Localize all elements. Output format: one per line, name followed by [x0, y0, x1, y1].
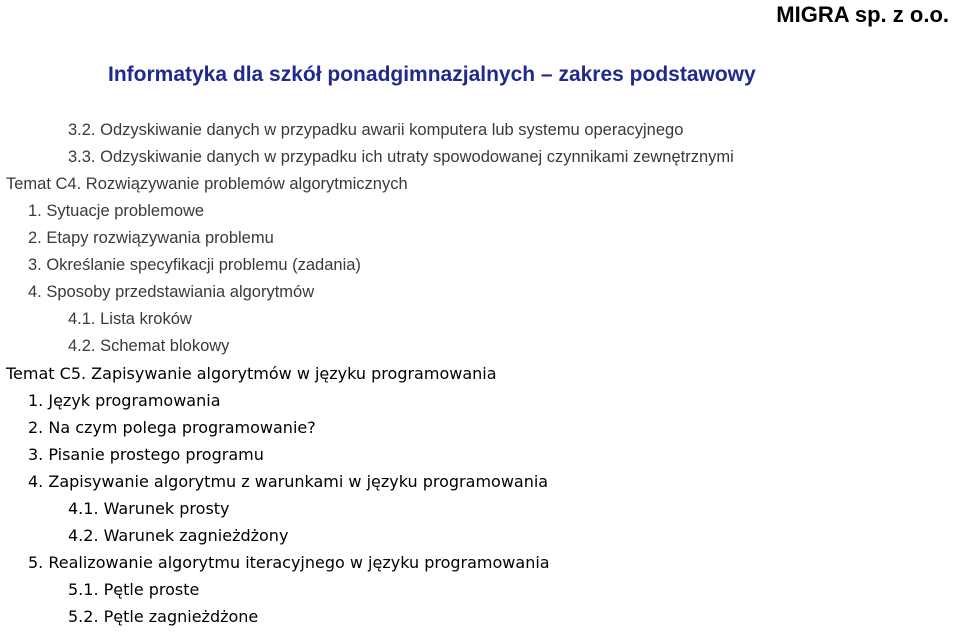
toc-item-c5-5-1: 5.1. Pętle proste	[68, 580, 200, 599]
toc-item-c5-5-2: 5.2. Pętle zagnieżdżone	[68, 607, 259, 626]
toc-item-c5-1: 1. Język programowania	[28, 391, 221, 410]
toc-item-c5-2: 2. Na czym polega programowanie?	[28, 418, 316, 437]
toc-item-3-3: 3.3. Odzyskiwanie danych w przypadku ich utraty spowodowanej czynnikami zewnętrznymi	[68, 148, 734, 166]
toc-item-c4-4-1: 4.1. Lista kroków	[68, 310, 192, 328]
toc-item-c5-4: 4. Zapisywanie algorytmu z warunkami w języku programowania	[28, 472, 549, 491]
company-name: MIGRA sp. z o.o.	[776, 2, 949, 27]
toc-item-c4-2: 2. Etapy rozwiązywania problemu	[28, 229, 274, 247]
toc-item-c4-4: 4. Sposoby przedstawiania algorytmów	[28, 283, 315, 301]
toc-heading-c5: Temat C5. Zapisywanie algorytmów w języku programowania	[6, 364, 497, 383]
toc-item-3-2: 3.2. Odzyskiwanie danych w przypadku awarii komputera lub systemu operacyjnego	[68, 121, 684, 139]
toc-item-c5-3: 3. Pisanie prostego programu	[28, 445, 264, 464]
toc-heading-c4: Temat C4. Rozwiązywanie problemów algorytmicznych	[6, 175, 408, 193]
toc-item-c4-4-2: 4.2. Schemat blokowy	[68, 337, 230, 355]
toc-item-c5-5: 5. Realizowanie algorytmu iteracyjnego w języku programowania	[28, 553, 550, 572]
toc-item-c5-4-2: 4.2. Warunek zagnieżdżony	[68, 526, 289, 545]
document-title: Informatyka dla szkół ponadgimnazjalnych – zakres podstawowy	[108, 63, 756, 86]
toc-item-c5-4-1: 4.1. Warunek prosty	[68, 499, 230, 518]
toc-item-c4-1: 1. Sytuacje problemowe	[28, 202, 205, 220]
toc-item-c4-3: 3. Określanie specyfikacji problemu (zadania)	[28, 256, 361, 274]
table-of-contents	[0, 117, 959, 630]
